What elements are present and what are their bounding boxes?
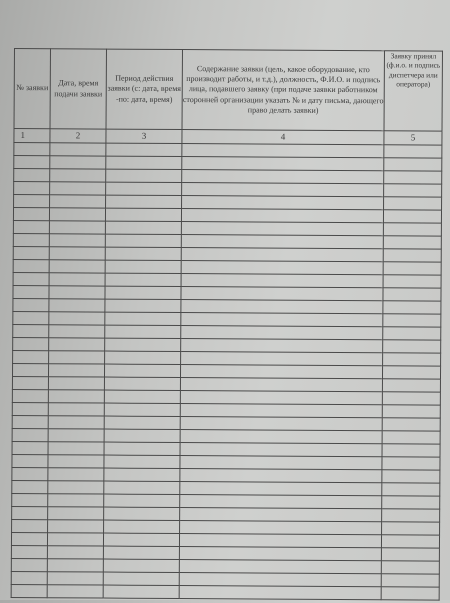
cell-accepted-by xyxy=(383,301,441,314)
cell-accepted-by xyxy=(384,158,442,171)
cell-validity-period xyxy=(106,182,182,195)
cell-request-number xyxy=(11,545,47,558)
cell-request-number xyxy=(13,311,49,324)
cell-accepted-by xyxy=(383,353,441,366)
cell-request-content xyxy=(180,365,382,379)
cell-request-content xyxy=(182,144,384,158)
cell-request-number xyxy=(12,493,48,506)
cell-request-number xyxy=(12,389,48,402)
cell-request-content xyxy=(181,326,383,340)
cell-request-number xyxy=(13,272,49,285)
cell-validity-period xyxy=(105,247,181,260)
cell-request-number xyxy=(11,584,47,597)
cell-accepted-by xyxy=(382,444,440,457)
cell-request-number xyxy=(12,402,48,415)
cell-accepted-by xyxy=(383,288,441,301)
cell-validity-period xyxy=(103,546,179,559)
column-number-1: 1 xyxy=(14,129,50,143)
cell-accepted-by xyxy=(382,457,440,470)
cell-accepted-by xyxy=(384,184,442,197)
cell-submission-datetime xyxy=(48,520,104,533)
cell-request-number xyxy=(13,298,49,311)
cell-request-content xyxy=(179,573,381,587)
cell-request-content xyxy=(182,157,384,171)
cell-validity-period xyxy=(104,507,180,520)
cell-accepted-by xyxy=(381,561,439,574)
cell-submission-datetime xyxy=(49,351,105,364)
cell-accepted-by xyxy=(383,223,441,236)
cell-validity-period xyxy=(104,455,180,468)
cell-submission-datetime xyxy=(49,312,105,325)
cell-validity-period xyxy=(104,481,180,494)
cell-request-content xyxy=(182,183,384,197)
cell-request-content xyxy=(181,339,383,353)
cell-request-content xyxy=(180,404,382,418)
cell-request-content xyxy=(181,209,383,223)
column-number-5: 5 xyxy=(384,131,442,145)
cell-request-number xyxy=(11,532,47,545)
cell-accepted-by xyxy=(382,431,440,444)
cell-validity-period xyxy=(104,494,180,507)
header-validity-period: Период действия заявки (с: дата, время -по: дата, время) xyxy=(106,49,182,129)
cell-submission-datetime xyxy=(50,169,106,182)
cell-accepted-by xyxy=(383,236,441,249)
cell-submission-datetime xyxy=(47,572,103,585)
cell-validity-period xyxy=(105,338,181,351)
cell-validity-period xyxy=(104,416,180,429)
column-number-3: 3 xyxy=(106,129,182,143)
cell-request-number xyxy=(12,363,48,376)
cell-validity-period xyxy=(104,390,180,403)
cell-request-content xyxy=(180,443,382,457)
cell-request-number xyxy=(12,506,48,519)
cell-submission-datetime xyxy=(49,208,105,221)
cell-request-number xyxy=(13,337,49,350)
cell-request-content xyxy=(179,586,381,600)
cell-submission-datetime xyxy=(48,507,104,520)
cell-request-number xyxy=(12,376,48,389)
cell-validity-period xyxy=(105,312,181,325)
cell-validity-period xyxy=(106,195,182,208)
cell-submission-datetime xyxy=(49,247,105,260)
cell-accepted-by xyxy=(381,574,439,587)
cell-request-content xyxy=(179,560,381,574)
cell-submission-datetime xyxy=(50,156,106,169)
cell-request-number xyxy=(13,233,49,246)
cell-submission-datetime xyxy=(49,221,105,234)
cell-request-content xyxy=(181,313,383,327)
cell-accepted-by xyxy=(382,366,440,379)
cell-validity-period xyxy=(104,364,180,377)
cell-accepted-by xyxy=(383,210,441,223)
cell-accepted-by xyxy=(382,509,440,522)
cell-request-content xyxy=(180,417,382,431)
cell-request-content xyxy=(180,456,382,470)
cell-submission-datetime xyxy=(49,273,105,286)
header-submission-datetime: Дата, время подачи заявки xyxy=(50,49,106,129)
cell-submission-datetime xyxy=(48,364,104,377)
cell-request-number xyxy=(14,156,50,169)
cell-submission-datetime xyxy=(49,338,105,351)
cell-request-number xyxy=(13,246,49,259)
cell-accepted-by xyxy=(383,275,441,288)
cell-validity-period xyxy=(103,572,179,585)
cell-request-number xyxy=(12,415,48,428)
cell-request-content xyxy=(180,521,382,535)
column-number-2: 2 xyxy=(50,129,106,143)
cell-validity-period xyxy=(105,286,181,299)
cell-request-number xyxy=(12,454,48,467)
cell-request-number xyxy=(12,467,48,480)
cell-accepted-by xyxy=(381,535,439,548)
cell-request-number xyxy=(11,571,47,584)
cell-accepted-by xyxy=(382,483,440,496)
cell-validity-period xyxy=(104,429,180,442)
cell-validity-period xyxy=(106,143,182,156)
cell-submission-datetime xyxy=(48,377,104,390)
cell-request-number xyxy=(12,480,48,493)
cell-accepted-by xyxy=(383,262,441,275)
cell-submission-datetime xyxy=(48,494,104,507)
cell-validity-period xyxy=(105,260,181,273)
cell-accepted-by xyxy=(384,145,442,158)
cell-submission-datetime xyxy=(50,195,106,208)
cell-submission-datetime xyxy=(48,390,104,403)
cell-request-number xyxy=(12,428,48,441)
cell-request-number xyxy=(14,143,50,156)
cell-submission-datetime xyxy=(47,585,103,598)
cell-accepted-by xyxy=(383,340,441,353)
cell-request-content xyxy=(180,508,382,522)
cell-submission-datetime xyxy=(48,429,104,442)
column-number-4: 4 xyxy=(182,130,384,145)
cell-request-content xyxy=(181,248,383,262)
cell-request-number xyxy=(13,259,49,272)
cell-request-number xyxy=(14,195,50,208)
cell-request-content xyxy=(180,391,382,405)
cell-submission-datetime xyxy=(47,546,103,559)
cell-request-number xyxy=(13,350,49,363)
cell-submission-datetime xyxy=(48,455,104,468)
cell-accepted-by xyxy=(383,327,441,340)
cell-validity-period xyxy=(105,299,181,312)
cell-validity-period xyxy=(104,403,180,416)
cell-submission-datetime xyxy=(49,234,105,247)
header-row xyxy=(14,49,442,132)
cell-accepted-by xyxy=(382,379,440,392)
cell-submission-datetime xyxy=(47,559,103,572)
cell-request-content xyxy=(179,547,381,561)
paper-sheet xyxy=(11,48,442,603)
cell-validity-period xyxy=(103,585,179,598)
cell-request-content xyxy=(180,430,382,444)
cell-submission-datetime xyxy=(48,481,104,494)
cell-request-number xyxy=(13,208,49,221)
cell-request-content xyxy=(180,482,382,496)
cell-request-content xyxy=(181,261,383,275)
header-request-number: № заявки xyxy=(14,49,50,129)
cell-submission-datetime xyxy=(50,182,106,195)
cell-request-content xyxy=(180,469,382,483)
cell-request-content xyxy=(181,274,383,288)
cell-accepted-by xyxy=(382,496,440,509)
cell-request-number xyxy=(13,324,49,337)
cell-request-content xyxy=(180,495,382,509)
cell-request-number xyxy=(13,285,49,298)
cell-request-number xyxy=(14,182,50,195)
cell-request-content xyxy=(181,235,383,249)
cell-validity-period xyxy=(105,325,181,338)
cell-request-content xyxy=(181,300,383,314)
table-row xyxy=(11,584,439,600)
cell-submission-datetime xyxy=(48,403,104,416)
cell-submission-datetime xyxy=(47,533,103,546)
cell-request-number xyxy=(12,441,48,454)
cell-submission-datetime xyxy=(48,468,104,481)
cell-accepted-by xyxy=(381,548,439,561)
cell-submission-datetime xyxy=(49,286,105,299)
header-request-content: Содержание заявки (цель, какое оборудование, кто производит работы, и т.д.), должность, Ф.И.О. и подпись лица, подавшего заявку (при подаче заявки работником сторонней организации указать № и дату письма, дающего право делать заявки) xyxy=(182,50,384,131)
cell-validity-period xyxy=(104,468,180,481)
cell-submission-datetime xyxy=(49,325,105,338)
cell-accepted-by xyxy=(384,197,442,210)
cell-submission-datetime xyxy=(48,416,104,429)
cell-request-content xyxy=(182,196,384,210)
cell-request-number xyxy=(11,558,47,571)
cell-accepted-by xyxy=(381,587,439,600)
cell-validity-period xyxy=(106,169,182,182)
table-body xyxy=(11,129,442,601)
cell-request-number xyxy=(12,519,48,532)
cell-request-number xyxy=(14,169,50,182)
cell-accepted-by xyxy=(382,418,440,431)
cell-validity-period xyxy=(104,520,180,533)
cell-request-content xyxy=(179,534,381,548)
cell-request-content xyxy=(181,222,383,236)
cell-validity-period xyxy=(105,351,181,364)
cell-validity-period xyxy=(105,208,181,221)
cell-submission-datetime xyxy=(49,299,105,312)
cell-validity-period xyxy=(104,377,180,390)
cell-validity-period xyxy=(105,221,181,234)
cell-request-number xyxy=(13,220,49,233)
cell-validity-period xyxy=(104,442,180,455)
cell-submission-datetime xyxy=(50,143,106,156)
cell-request-content xyxy=(181,287,383,301)
cell-accepted-by xyxy=(382,405,440,418)
cell-submission-datetime xyxy=(48,442,104,455)
cell-validity-period xyxy=(105,234,181,247)
request-log-table xyxy=(11,48,443,601)
cell-validity-period xyxy=(105,273,181,286)
cell-request-content xyxy=(181,352,383,366)
cell-accepted-by xyxy=(382,522,440,535)
cell-request-content xyxy=(180,378,382,392)
cell-accepted-by xyxy=(383,314,441,327)
cell-validity-period xyxy=(106,156,182,169)
header-accepted-by: Заявку принял (ф.и.о. и подпись диспетчера или оператора) xyxy=(384,51,442,131)
cell-accepted-by xyxy=(382,470,440,483)
cell-validity-period xyxy=(103,533,179,546)
cell-validity-period xyxy=(103,559,179,572)
cell-accepted-by xyxy=(384,171,442,184)
cell-request-content xyxy=(182,170,384,184)
cell-submission-datetime xyxy=(49,260,105,273)
cell-accepted-by xyxy=(382,392,440,405)
cell-accepted-by xyxy=(383,249,441,262)
